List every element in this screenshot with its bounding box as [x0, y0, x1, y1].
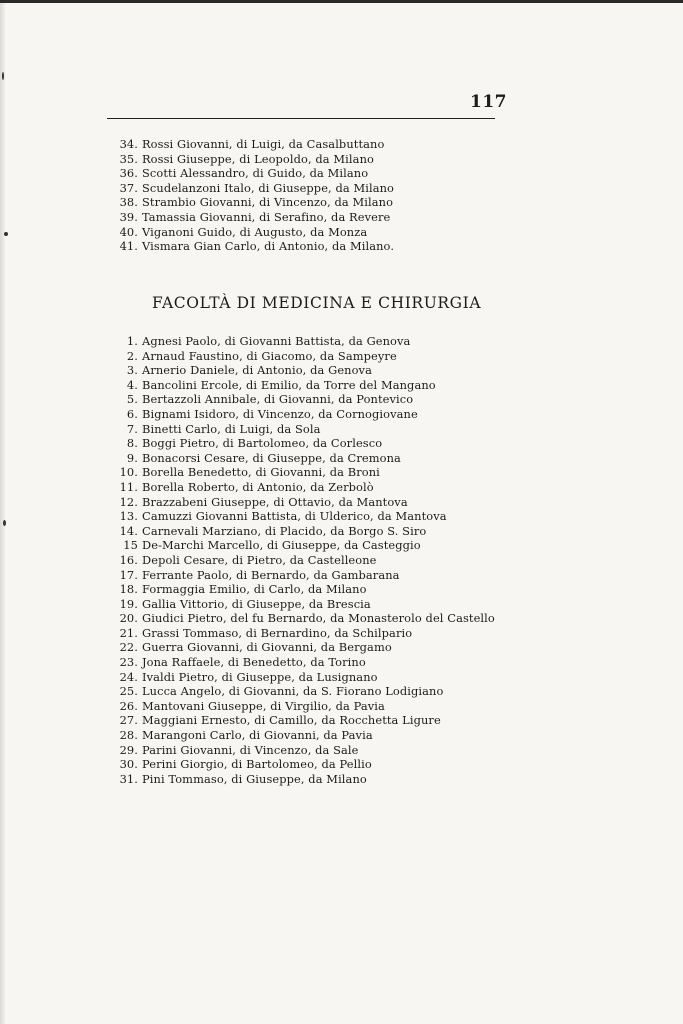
scan-speck [3, 520, 6, 526]
entry-number: 18. [119, 582, 138, 597]
entry-number: 31. [119, 771, 138, 786]
entry-number: 11. [119, 479, 138, 494]
entry-text: Carnevali Marziano, di Placido, da Borgo S. Siro [142, 523, 427, 538]
entry-text: Rossi Giuseppe, di Leopoldo, da Milano [142, 151, 374, 166]
entry-text: Jona Raffaele, di Benedetto, da Torino [142, 655, 366, 670]
entry-number: 7. [126, 421, 138, 436]
list-item [112, 684, 495, 699]
entry-text: Strambio Giovanni, di Vincenzo, da Milano [142, 195, 394, 210]
entry-text: Pini Tommaso, di Giuseppe, da Milano [142, 771, 367, 786]
list-item [112, 225, 394, 240]
entry-text: Gallia Vittorio, di Giuseppe, da Brescia [142, 596, 371, 611]
entry-number: 8. [126, 436, 138, 451]
entry-number: 27. [119, 713, 138, 728]
list-item [112, 334, 495, 349]
entry-number: 4. [126, 377, 138, 392]
entry-number: 41. [119, 239, 138, 254]
entry-number: 29. [119, 742, 138, 757]
entry-number: 24. [119, 669, 138, 684]
list-item [112, 655, 495, 670]
entry-number: 28. [119, 728, 138, 743]
list-item [112, 363, 495, 378]
entry-text: Rossi Giovanni, di Luigi, da Casalbuttano [142, 137, 385, 151]
list-item [112, 582, 495, 597]
entry-number: 6. [126, 406, 138, 421]
entry-text: Parini Giovanni, di Vincenzo, da Sale [142, 742, 359, 757]
entry-number: 5. [126, 392, 138, 407]
entry-text: Maggiani Ernesto, di Camillo, da Rocchetta Ligure [142, 713, 441, 728]
entry-text: Bonacorsi Cesare, di Giuseppe, da Cremona [142, 450, 401, 465]
section-title: FACOLTÀ DI MEDICINA E CHIRURGIA [152, 294, 482, 312]
entry-text: Perini Giorgio, di Bartolomeo, da Pellio [142, 757, 372, 772]
list-item [112, 378, 495, 393]
list-item [112, 538, 495, 553]
list-item [112, 181, 394, 196]
list-item [112, 480, 495, 495]
entry-text: Tamassia Giovanni, di Serafino, da Revere [142, 209, 391, 224]
page-top-border [0, 0, 683, 3]
list-item [112, 465, 495, 480]
list-item [112, 553, 495, 568]
list-item [112, 407, 495, 422]
entry-text: Bancolini Ercole, di Emilio, da Torre del Mangano [142, 377, 436, 392]
entry-number: 39. [119, 209, 138, 224]
entry-number: 38. [119, 195, 138, 210]
entry-text: Mantovani Giuseppe, di Virgilio, da Pavia [142, 698, 385, 713]
entry-text: Vismara Gian Carlo, di Antonio, da Milano. [142, 239, 395, 254]
scan-speck [2, 72, 4, 80]
entry-text: Lucca Angelo, di Giovanni, da S. Fiorano Lodigiano [142, 684, 444, 699]
entry-number: 12. [119, 494, 138, 509]
entry-text: Bignami Isidoro, di Vincenzo, da Cornogiovane [142, 406, 418, 421]
entry-number: 19. [119, 596, 138, 611]
entry-text: Binetti Carlo, di Luigi, da Sola [142, 421, 321, 436]
entry-number: 23. [119, 655, 138, 670]
student-list-medicine [112, 334, 495, 786]
entry-number: 35. [119, 151, 138, 166]
list-item [112, 699, 495, 714]
entry-text: Depoli Cesare, di Pietro, da Castelleone [142, 552, 377, 567]
entry-text: De-Marchi Marcello, di Giuseppe, da Casteggio [142, 538, 421, 553]
list-item [112, 743, 495, 758]
entry-number: 22. [119, 640, 138, 655]
list-item [112, 757, 495, 772]
page-left-edge-shadow [0, 0, 6, 1024]
entry-number: 13. [119, 509, 138, 524]
list-item [112, 611, 495, 626]
entry-text: Scudelanzoni Italo, di Giuseppe, da Milano [142, 180, 395, 195]
list-item [112, 349, 495, 364]
entry-text: Guerra Giovanni, di Giovanni, da Bergamo [142, 640, 392, 655]
list-item [112, 195, 394, 210]
entry-text: Agnesi Paolo, di Giovanni Battista, da Genova [142, 334, 411, 348]
entry-number: 16. [119, 552, 138, 567]
entry-number: 30. [119, 757, 138, 772]
entry-text: Camuzzi Giovanni Battista, di Ulderico, da Mantova [142, 509, 447, 524]
entry-text: Ferrante Paolo, di Bernardo, da Gambarana [142, 567, 400, 582]
list-item [112, 568, 495, 583]
list-item [112, 166, 394, 181]
entry-text: Viganoni Guido, di Augusto, da Monza [142, 224, 368, 239]
entry-number: 26. [119, 698, 138, 713]
entry-text: Boggi Pietro, di Bartolomeo, da Corlesco [142, 436, 383, 451]
entry-text: Borella Roberto, di Antonio, da Zerbolò [142, 479, 374, 494]
entry-number: 40. [119, 224, 138, 239]
entry-text: Giudici Pietro, del fu Bernardo, da Monasterolo del Castello [142, 611, 495, 626]
entry-number: 25. [119, 684, 138, 699]
entry-text: Arnerio Daniele, di Antonio, da Genova [142, 363, 372, 378]
entry-number: 15 [123, 538, 138, 553]
entry-number: 1. [126, 334, 138, 348]
list-item [112, 495, 495, 510]
list-item [112, 670, 495, 685]
list-item [112, 772, 495, 787]
list-item [112, 152, 394, 167]
entry-text: Formaggia Emilio, di Carlo, da Milano [142, 582, 367, 597]
entry-number: 20. [119, 611, 138, 626]
entry-number: 14. [119, 523, 138, 538]
scan-speck [4, 232, 8, 236]
list-item [112, 728, 495, 743]
entry-text: Ivaldi Pietro, di Giuseppe, da Lusignano [142, 669, 378, 684]
list-item [112, 137, 394, 152]
list-item [112, 210, 394, 225]
entry-number: 2. [126, 348, 138, 363]
entry-text: Bertazzoli Annibale, di Giovanni, da Pontevico [142, 392, 414, 407]
entry-number: 9. [126, 450, 138, 465]
entry-number: 36. [119, 166, 138, 181]
entry-number: 10. [119, 465, 138, 480]
list-item [112, 422, 495, 437]
list-item [112, 509, 495, 524]
student-list-continued [112, 137, 394, 254]
list-item [112, 436, 495, 451]
list-item [112, 524, 495, 539]
entry-text: Arnaud Faustino, di Giacomo, da Sampeyre [142, 348, 397, 363]
entry-number: 3. [126, 363, 138, 378]
list-item [112, 597, 495, 612]
page-number: 117 [470, 92, 507, 112]
list-item [112, 626, 495, 641]
header-rule [107, 118, 495, 119]
list-item [112, 239, 394, 254]
list-item [112, 713, 495, 728]
entry-text: Borella Benedetto, di Giovanni, da Broni [142, 465, 380, 480]
entry-text: Brazzabeni Giuseppe, di Ottavio, da Mantova [142, 494, 408, 509]
entry-text: Scotti Alessandro, di Guido, da Milano [142, 166, 369, 181]
entry-number: 21. [119, 625, 138, 640]
list-item [112, 640, 495, 655]
entry-number: 37. [119, 180, 138, 195]
entry-number: 34. [119, 137, 138, 151]
entry-number: 17. [119, 567, 138, 582]
list-item [112, 451, 495, 466]
entry-text: Marangoni Carlo, di Giovanni, da Pavia [142, 728, 373, 743]
list-item [112, 392, 495, 407]
entry-text: Grassi Tommaso, di Bernardino, da Schilpario [142, 625, 413, 640]
